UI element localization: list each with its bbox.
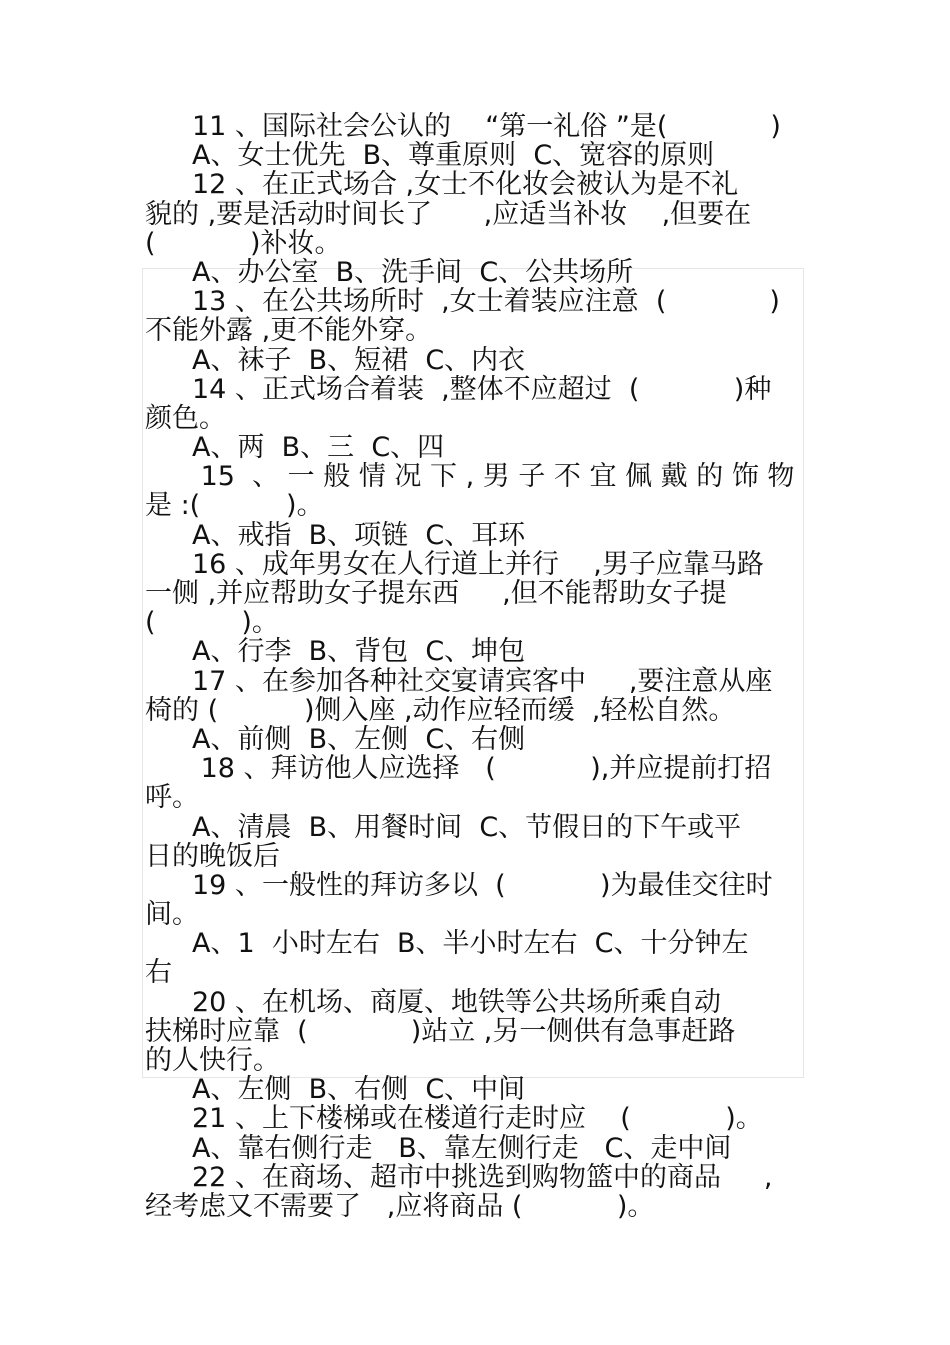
text-line: A、前侧 B、左侧 C、右侧 <box>192 723 526 755</box>
text-line: ( )。 <box>145 607 279 639</box>
text-line: 12 、在正式场合 ,女士不化妆会被认为是不礼 <box>192 169 739 201</box>
text-line: 椅的 ( )侧入座 ,动作应轻而缓 ,轻松自然。 <box>145 694 736 726</box>
text-line: 14 、正式场合着装 ,整体不应超过 ( )种 <box>192 373 772 405</box>
text-line: A、行李 B、背包 C、坤包 <box>192 636 526 668</box>
text-line: A、左侧 B、右侧 C、中间 <box>192 1074 526 1106</box>
text-line: 11 、国际社会公认的 “第一礼俗 ”是( ) <box>192 111 781 142</box>
text-line: 17 、在参加各种社交宴请宾客中 ,要注意从座 <box>192 665 773 697</box>
text-line: 右 <box>145 957 172 989</box>
text-line: 19 、一般性的拜访多以 ( )为最佳交往时 <box>192 869 773 901</box>
text-line: 经考虑又不需要了 ,应将商品 ( )。 <box>145 1190 655 1222</box>
text-line: 21 、上下楼梯或在楼道行走时应 ( )。 <box>192 1103 763 1135</box>
text-line: A、戒指 B、项链 C、耳环 <box>192 519 526 551</box>
text-line: 15 、 一 般 情 况 下 , 男 子 不 宜 佩 戴 的 饰 物 <box>192 461 795 493</box>
text-line: 颜色。 <box>145 402 226 434</box>
text-line: A、清晨 B、用餐时间 C、节假日的下午或平 <box>192 811 742 843</box>
text-line: 扶梯时应靠 ( )站立 ,另一侧供有急事赶路 <box>145 1015 736 1047</box>
text-line: 日的晚饭后 <box>145 840 280 872</box>
text-line: 22 、在商场、超市中挑选到购物篮中的商品 , <box>192 1161 773 1193</box>
text-line: 呼。 <box>145 782 199 814</box>
text-line: 18 、拜访他人应选择 ( ),并应提前打招 <box>192 753 772 785</box>
text-line: A、靠右侧行走 B、靠左侧行走 C、走中间 <box>192 1132 732 1164</box>
question-list <box>145 112 807 1221</box>
text-line: ( )补妆。 <box>145 227 342 259</box>
text-line: A、办公室 B、洗手间 C、公共场所 <box>192 256 634 288</box>
text-line: A、1 小时左右 B、半小时左右 C、十分钟左 <box>192 928 749 960</box>
text-line: 16 、成年男女在人行道上并行 ,男子应靠马路 <box>192 548 764 580</box>
text-line: 20 、在机场、商厦、地铁等公共场所乘自动 <box>192 986 721 1018</box>
text-line: 的人快行。 <box>145 1045 280 1076</box>
text-line: 一侧 ,并应帮助女子提东西 ,但不能帮助女子提 <box>145 578 727 609</box>
text-line: A、女士优先 B、尊重原则 C、宽容的原则 <box>192 140 715 172</box>
text-line: A、袜子 B、短裙 C、内衣 <box>192 344 526 376</box>
text-line: 是 :( )。 <box>145 490 324 522</box>
text-line: 13 、在公共场所时 ,女士着装应注意 ( ) <box>192 286 780 318</box>
text-line: 不能外露 ,更不能外穿。 <box>145 315 433 347</box>
text-line: A、两 B、三 C、四 <box>192 432 445 464</box>
text-line: 貌的 ,要是活动时间长了 ,应适当补妆 ,但要在 <box>145 198 752 230</box>
text-line: 间。 <box>145 899 199 931</box>
